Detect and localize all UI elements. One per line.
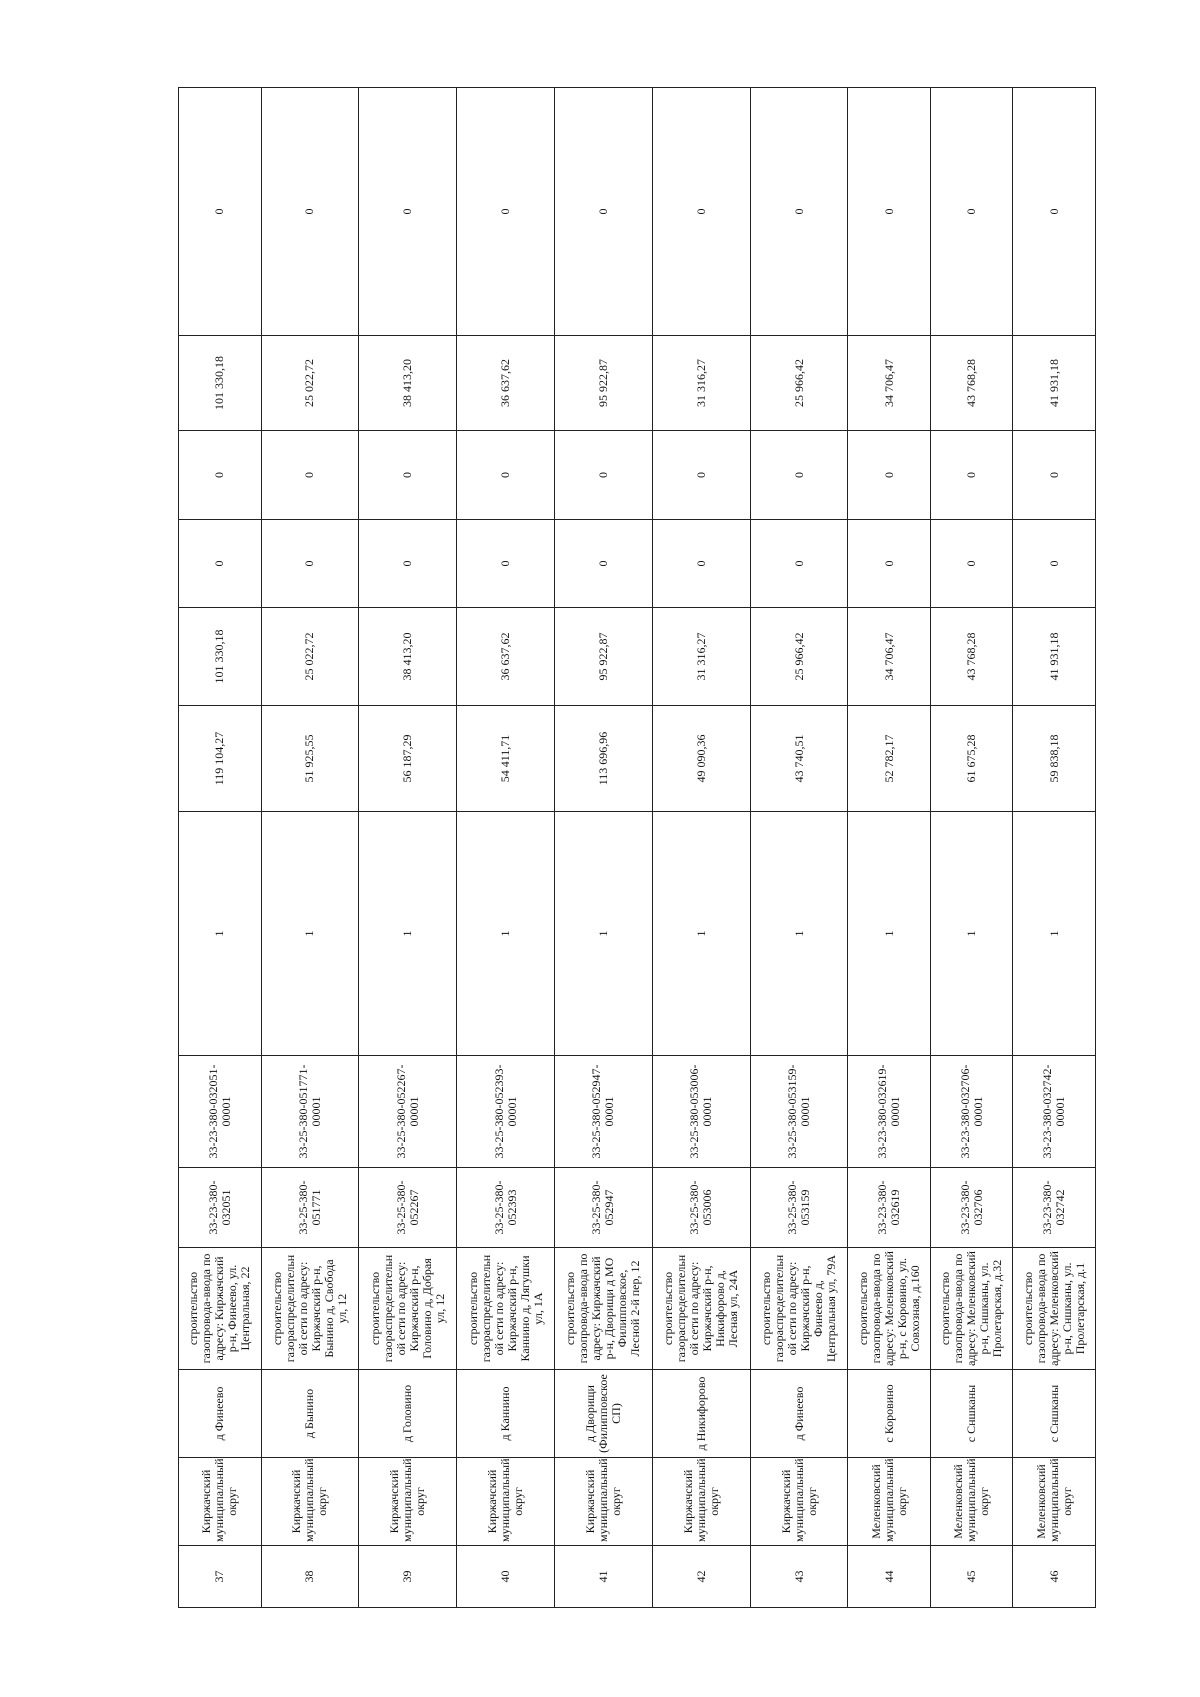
district-cell: Киржачский муниципальный округ xyxy=(652,1458,750,1546)
locality-cell: с Сншканы xyxy=(930,1370,1013,1458)
zero-cell: 0 xyxy=(359,520,457,608)
row-number: 40 xyxy=(457,1546,555,1608)
work-description-cell: строительство газораспределительн ой сети по адресу: Киржачский р-н, Никифорово д, Лесная ул, 24А xyxy=(652,1248,750,1370)
cadastral-number-cell: 33-25-380-051771 xyxy=(261,1168,359,1248)
zero-cell: 0 xyxy=(848,520,931,608)
cadastral-number-cell: 33-25-380-052947 xyxy=(554,1168,652,1248)
zero-cell: 0 xyxy=(554,431,652,520)
work-description-cell: строительство газораспределительн ой сети по адресу: Киржачский р-н, Головино д, Добрая ул, 12 xyxy=(359,1248,457,1370)
zero-cell: 0 xyxy=(359,88,457,336)
work-description-cell: строительство газораспределительн ой сети по адресу: Киржачский р-н, Бынино д, Свобода ул, 12 xyxy=(261,1248,359,1370)
locality-cell: д Дворищи (Филипповское СП) xyxy=(554,1370,652,1458)
work-description-cell: строительство газопровода-ввода по адресу: Киржачский р-н, Дворищи д МО Филипповское, Лесной 2-й пер, 12 xyxy=(554,1248,652,1370)
total-cost-cell: 119 104,27 xyxy=(179,706,262,812)
amount-repeat-cell: 36 637,62 xyxy=(457,336,555,431)
zero-cell: 0 xyxy=(457,431,555,520)
row-number: 39 xyxy=(359,1546,457,1608)
object-id-cell: 33-23-380-032742-00001 xyxy=(1013,1056,1096,1168)
total-cost-cell: 61 675,28 xyxy=(930,706,1013,812)
locality-cell: д Финеево xyxy=(179,1370,262,1458)
zero-cell: 0 xyxy=(179,88,262,336)
cadastral-number-cell: 33-25-380-052267 xyxy=(359,1168,457,1248)
zero-cell: 0 xyxy=(1013,88,1096,336)
zero-cell: 0 xyxy=(750,431,848,520)
zero-cell: 0 xyxy=(1013,520,1096,608)
work-description-cell: строительство газопровода-ввода по адресу: Киржачский р-н, Финеево, ул. Центральная, 22 xyxy=(179,1248,262,1370)
zero-cell: 0 xyxy=(1013,431,1096,520)
amount-cell: 41 931,18 xyxy=(1013,608,1096,706)
amount-cell: 95 922,87 xyxy=(554,608,652,706)
locality-cell: д Финеево xyxy=(750,1370,848,1458)
table-body xyxy=(179,88,1096,1608)
total-cost-cell: 59 838,18 xyxy=(1013,706,1096,812)
amount-repeat-cell: 41 931,18 xyxy=(1013,336,1096,431)
district-cell: Киржачский муниципальный округ xyxy=(750,1458,848,1546)
row-number: 46 xyxy=(1013,1546,1096,1608)
object-id-cell: 33-23-380-032051-00001 xyxy=(179,1056,262,1168)
district-cell: Меленковский муниципальный округ xyxy=(930,1458,1013,1546)
quantity-cell: 1 xyxy=(750,812,848,1056)
locality-cell: с Сншканы xyxy=(1013,1370,1096,1458)
district-cell: Меленковский муниципальный округ xyxy=(1013,1458,1096,1546)
zero-cell: 0 xyxy=(554,88,652,336)
amount-cell: 38 413,20 xyxy=(359,608,457,706)
locality-cell: д Бынино xyxy=(261,1370,359,1458)
amount-repeat-cell: 101 330,18 xyxy=(179,336,262,431)
cadastral-number-cell: 33-25-380-052393 xyxy=(457,1168,555,1248)
table-row xyxy=(652,88,750,1608)
object-id-cell: 33-25-380-053006-00001 xyxy=(652,1056,750,1168)
quantity-cell: 1 xyxy=(457,812,555,1056)
table-row xyxy=(261,88,359,1608)
zero-cell: 0 xyxy=(457,88,555,336)
table-row xyxy=(750,88,848,1608)
zero-cell: 0 xyxy=(179,431,262,520)
work-description-cell: строительство газопровода-ввода по адресу: Меленковский р-н, с Коровино, ул. Совхозная, д.160 xyxy=(848,1248,931,1370)
total-cost-cell: 113 696,96 xyxy=(554,706,652,812)
cadastral-number-cell: 33-25-380-053006 xyxy=(652,1168,750,1248)
zero-cell: 0 xyxy=(261,88,359,336)
quantity-cell: 1 xyxy=(359,812,457,1056)
zero-cell: 0 xyxy=(848,431,931,520)
amount-repeat-cell: 25 022,72 xyxy=(261,336,359,431)
object-id-cell: 33-25-380-052947-00001 xyxy=(554,1056,652,1168)
amount-repeat-cell: 43 768,28 xyxy=(930,336,1013,431)
total-cost-cell: 54 411,71 xyxy=(457,706,555,812)
object-id-cell: 33-23-380-032706-00001 xyxy=(930,1056,1013,1168)
zero-cell: 0 xyxy=(848,88,931,336)
amount-repeat-cell: 31 316,27 xyxy=(652,336,750,431)
table-row xyxy=(930,88,1013,1608)
zero-cell: 0 xyxy=(261,520,359,608)
zero-cell: 0 xyxy=(261,431,359,520)
cadastral-number-cell: 33-23-380-032742 xyxy=(1013,1168,1096,1248)
amount-cell: 25 966,42 xyxy=(750,608,848,706)
object-id-cell: 33-25-380-052267-00001 xyxy=(359,1056,457,1168)
work-description-cell: строительство газопровода-ввода по адресу: Меленковский р-н, Сншканы, ул. Пролетарская, д.1 xyxy=(1013,1248,1096,1370)
object-id-cell: 33-25-380-052393-00001 xyxy=(457,1056,555,1168)
locality-cell: с Коровино xyxy=(848,1370,931,1458)
district-cell: Киржачский муниципальный округ xyxy=(457,1458,555,1546)
amount-cell: 101 330,18 xyxy=(179,608,262,706)
quantity-cell: 1 xyxy=(179,812,262,1056)
table-row xyxy=(179,88,262,1608)
object-id-cell: 33-25-380-051771-00001 xyxy=(261,1056,359,1168)
locality-cell: д Никифорово xyxy=(652,1370,750,1458)
zero-cell: 0 xyxy=(179,520,262,608)
zero-cell: 0 xyxy=(457,520,555,608)
amount-repeat-cell: 38 413,20 xyxy=(359,336,457,431)
cadastral-number-cell: 33-23-380-032051 xyxy=(179,1168,262,1248)
cadastral-number-cell: 33-23-380-032706 xyxy=(930,1168,1013,1248)
total-cost-cell: 52 782,17 xyxy=(848,706,931,812)
total-cost-cell: 51 925,55 xyxy=(261,706,359,812)
row-number: 38 xyxy=(261,1546,359,1608)
amount-cell: 25 022,72 xyxy=(261,608,359,706)
row-number: 42 xyxy=(652,1546,750,1608)
work-description-cell: строительство газопровода-ввода по адресу: Меленковский р-н, Сншканы, ул. Пролетарская, д.32 xyxy=(930,1248,1013,1370)
total-cost-cell: 43 740,51 xyxy=(750,706,848,812)
object-id-cell: 33-23-380-032619-00001 xyxy=(848,1056,931,1168)
zero-cell: 0 xyxy=(652,88,750,336)
table-row xyxy=(554,88,652,1608)
amount-repeat-cell: 34 706,47 xyxy=(848,336,931,431)
work-description-cell: строительство газораспределительн ой сети по адресу: Киржачский р-н, Финеево д, Центральная ул, 79А xyxy=(750,1248,848,1370)
district-cell: Киржачский муниципальный округ xyxy=(554,1458,652,1546)
locality-cell: д Каннино xyxy=(457,1370,555,1458)
quantity-cell: 1 xyxy=(930,812,1013,1056)
amount-cell: 31 316,27 xyxy=(652,608,750,706)
table-row xyxy=(359,88,457,1608)
quantity-cell: 1 xyxy=(261,812,359,1056)
cadastral-number-cell: 33-23-380-032619 xyxy=(848,1168,931,1248)
register-table xyxy=(178,87,1096,1608)
object-id-cell: 33-25-380-053159-00001 xyxy=(750,1056,848,1168)
locality-cell: д Головино xyxy=(359,1370,457,1458)
amount-cell: 36 637,62 xyxy=(457,608,555,706)
zero-cell: 0 xyxy=(750,88,848,336)
zero-cell: 0 xyxy=(652,520,750,608)
amount-repeat-cell: 25 966,42 xyxy=(750,336,848,431)
total-cost-cell: 56 187,29 xyxy=(359,706,457,812)
district-cell: Меленковский муниципальный округ xyxy=(848,1458,931,1546)
amount-repeat-cell: 95 922,87 xyxy=(554,336,652,431)
district-cell: Киржачский муниципальный округ xyxy=(261,1458,359,1546)
quantity-cell: 1 xyxy=(652,812,750,1056)
rotated-table xyxy=(178,88,1096,1608)
zero-cell: 0 xyxy=(750,520,848,608)
row-number: 41 xyxy=(554,1546,652,1608)
amount-cell: 43 768,28 xyxy=(930,608,1013,706)
zero-cell: 0 xyxy=(930,88,1013,336)
total-cost-cell: 49 090,36 xyxy=(652,706,750,812)
zero-cell: 0 xyxy=(652,431,750,520)
quantity-cell: 1 xyxy=(848,812,931,1056)
scan-speck xyxy=(81,872,88,881)
row-number: 43 xyxy=(750,1546,848,1608)
cadastral-number-cell: 33-25-380-053159 xyxy=(750,1168,848,1248)
row-number: 45 xyxy=(930,1546,1013,1608)
quantity-cell: 1 xyxy=(554,812,652,1056)
zero-cell: 0 xyxy=(554,520,652,608)
amount-cell: 34 706,47 xyxy=(848,608,931,706)
district-cell: Киржачский муниципальный округ xyxy=(179,1458,262,1546)
zero-cell: 0 xyxy=(930,520,1013,608)
table-row xyxy=(1013,88,1096,1608)
table-container xyxy=(178,88,1096,1608)
district-cell: Киржачский муниципальный округ xyxy=(359,1458,457,1546)
table-row xyxy=(848,88,931,1608)
table-row xyxy=(457,88,555,1608)
row-number: 44 xyxy=(848,1546,931,1608)
zero-cell: 0 xyxy=(359,431,457,520)
quantity-cell: 1 xyxy=(1013,812,1096,1056)
row-number: 37 xyxy=(179,1546,262,1608)
zero-cell: 0 xyxy=(930,431,1013,520)
work-description-cell: строительство газораспределительн ой сети по адресу: Киржачский р-н, Каннино д, Лягушки ул, 1А xyxy=(457,1248,555,1370)
